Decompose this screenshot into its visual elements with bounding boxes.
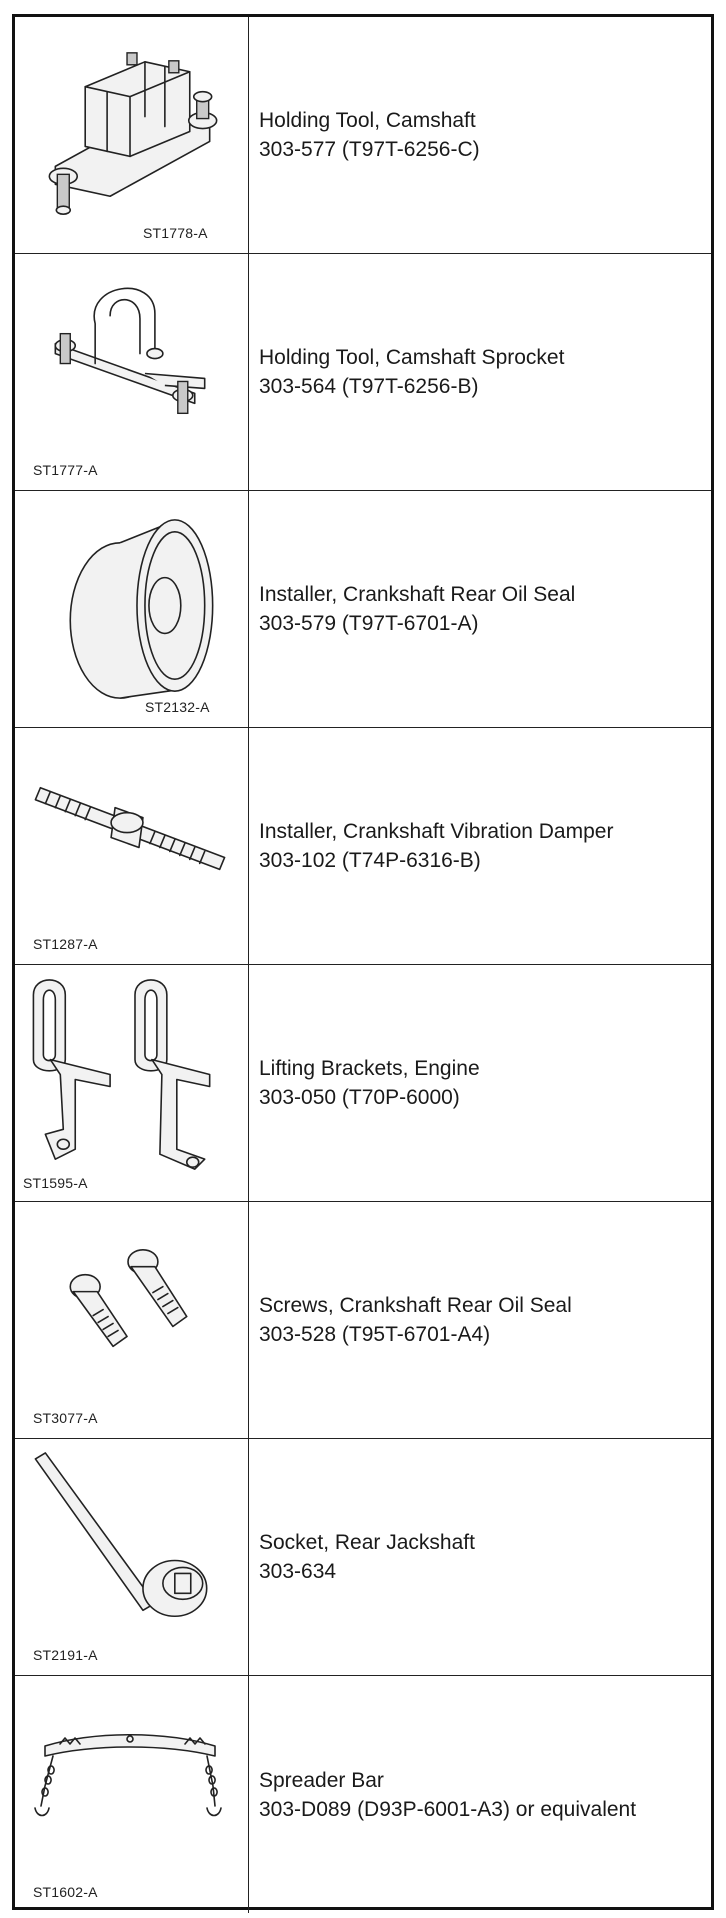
- tool-code: ST2132-A: [145, 699, 210, 715]
- tool-illustration-cell: [15, 1202, 249, 1438]
- tool-description: [259, 728, 705, 964]
- table-row: [15, 1439, 711, 1676]
- table-row: [15, 491, 711, 728]
- tool-number: 303-528 (T95T-6701-A4): [259, 1323, 491, 1346]
- tool-illustration-cell: [15, 17, 249, 253]
- tool-description: [259, 965, 705, 1201]
- tool-code: ST1287-A: [33, 936, 98, 952]
- tool-description: [259, 17, 705, 253]
- tool-name: Spreader Bar: [259, 1768, 384, 1792]
- seal-installer-icon: [15, 491, 249, 727]
- tool-illustration-cell: [15, 1676, 249, 1913]
- tool-name: Holding Tool, Camshaft Sprocket: [259, 346, 565, 369]
- tool-number: 303-634: [259, 1560, 337, 1583]
- tool-name: Installer, Crankshaft Rear Oil Seal: [259, 583, 576, 606]
- tool-code: ST1595-A: [23, 1175, 88, 1191]
- tool-illustration-cell: [15, 965, 249, 1201]
- tool-number: 303-102 (T74P-6316-B): [259, 849, 481, 872]
- table-row: [15, 1676, 711, 1913]
- tool-description: [259, 254, 705, 490]
- sprocket-holding-tool-icon: [15, 254, 249, 490]
- tool-number: 303-577 (T97T-6256-C): [259, 138, 480, 161]
- tool-number: 303-050 (T70P-6000): [259, 1086, 460, 1109]
- damper-installer-icon: [15, 728, 249, 964]
- table-row: [15, 965, 711, 1202]
- tool-description: [259, 491, 705, 727]
- tool-description: [259, 1676, 705, 1913]
- tool-number: 303-564 (T97T-6256-B): [259, 375, 479, 398]
- spreader-bar-icon: [15, 1676, 249, 1913]
- tool-illustration-cell: [15, 728, 249, 964]
- table-row: [15, 254, 711, 491]
- lifting-brackets-icon: [15, 965, 249, 1201]
- tool-illustration-cell: [15, 1439, 249, 1675]
- tool-code: ST2191-A: [33, 1647, 98, 1663]
- tool-description: [259, 1202, 705, 1438]
- tool-description: [259, 1439, 705, 1675]
- tool-code: ST1777-A: [33, 462, 98, 478]
- tool-code: ST1602-A: [33, 1884, 98, 1900]
- socket-icon: [15, 1439, 249, 1675]
- camshaft-holding-tool-icon: [15, 17, 249, 253]
- tool-name: Holding Tool, Camshaft: [259, 109, 476, 132]
- tool-number: 303-D089 (D93P-6001-A3) or equivalent: [259, 1797, 637, 1821]
- special-tools-table: [12, 14, 714, 1910]
- tool-code: ST1778-A: [143, 225, 208, 241]
- tool-code: ST3077-A: [33, 1410, 98, 1426]
- tool-name: Installer, Crankshaft Vibration Damper: [259, 820, 614, 843]
- table-row: [15, 728, 711, 965]
- tool-name: Lifting Brackets, Engine: [259, 1057, 480, 1080]
- tool-name: Screws, Crankshaft Rear Oil Seal: [259, 1294, 572, 1317]
- tool-number: 303-579 (T97T-6701-A): [259, 612, 479, 635]
- table-row: [15, 17, 711, 254]
- table-row: [15, 1202, 711, 1439]
- tool-name: Socket, Rear Jackshaft: [259, 1531, 475, 1554]
- tool-illustration-cell: [15, 254, 249, 490]
- screws-icon: [15, 1202, 249, 1438]
- tool-illustration-cell: [15, 491, 249, 727]
